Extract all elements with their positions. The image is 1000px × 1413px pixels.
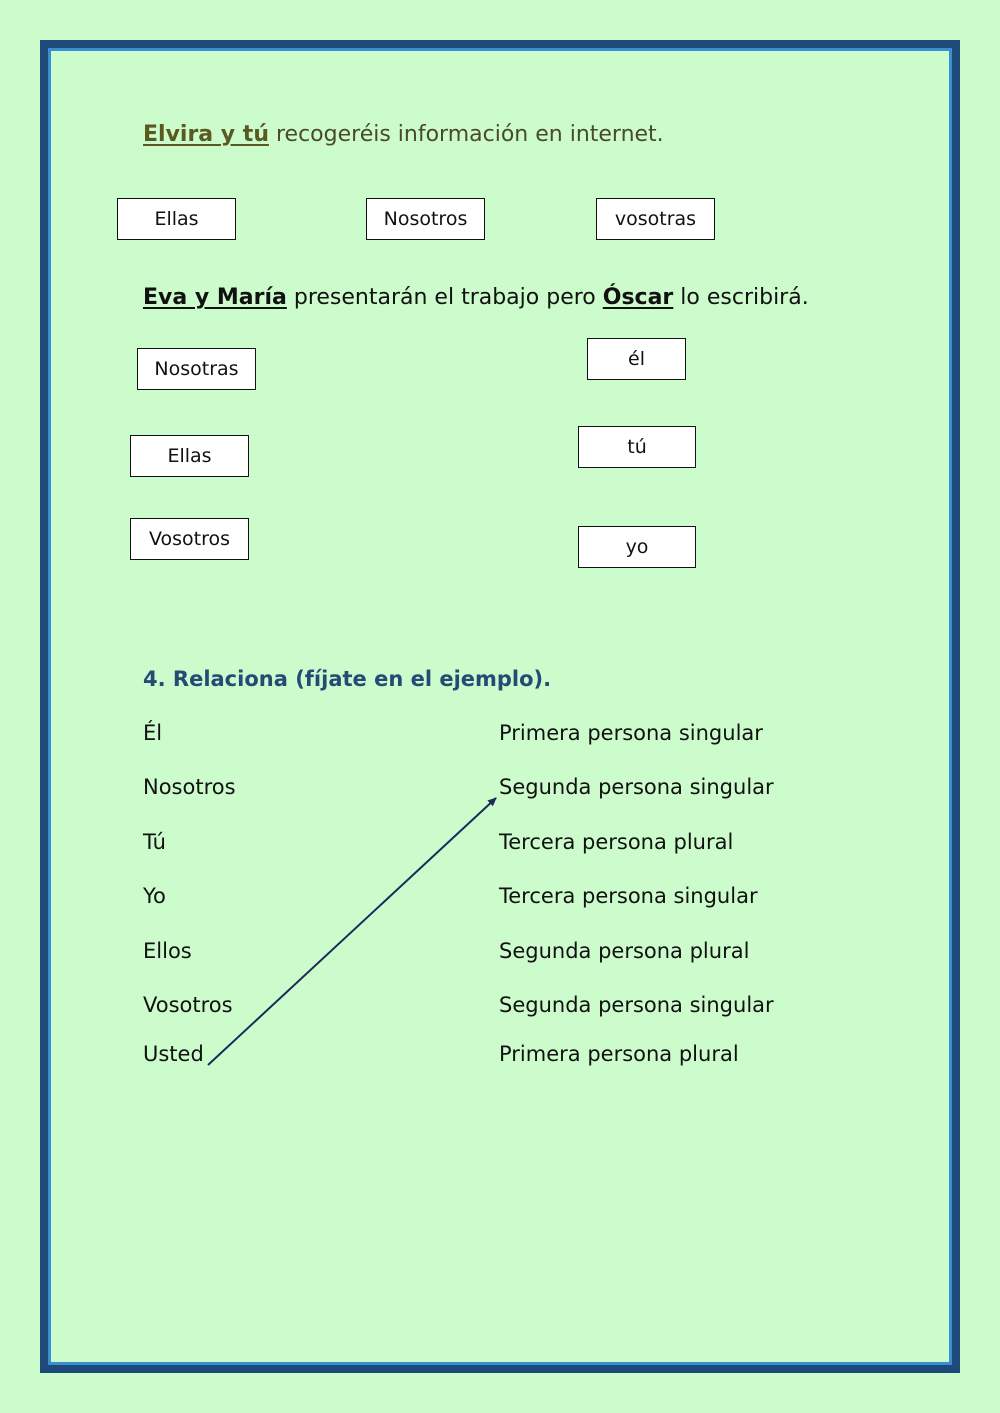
- q1-option-vosotras[interactable]: vosotras: [596, 198, 715, 240]
- match-left-el[interactable]: Él: [143, 721, 163, 745]
- match-right-segunda-plural[interactable]: Segunda persona plural: [499, 939, 750, 963]
- match-right-primera-plural[interactable]: Primera persona plural: [499, 1042, 739, 1066]
- match-right-segunda-singular[interactable]: Segunda persona singular: [499, 775, 774, 799]
- match-left-tu[interactable]: Tú: [143, 830, 166, 854]
- q2-option-el[interactable]: él: [587, 338, 686, 380]
- q1-rest: recogeréis información en internet.: [268, 122, 664, 147]
- match-left-ellos[interactable]: Ellos: [143, 939, 192, 963]
- match-right-primera-singular[interactable]: Primera persona singular: [499, 721, 763, 745]
- q2-end: lo escribirá.: [673, 285, 809, 310]
- match-left-yo[interactable]: Yo: [143, 884, 166, 908]
- match-left-usted[interactable]: Usted: [143, 1042, 204, 1066]
- q1-subject: Elvira y tú: [143, 122, 269, 147]
- match-right-segunda-singular-2[interactable]: Segunda persona singular: [499, 993, 774, 1017]
- q2-option-vosotros[interactable]: Vosotros: [130, 518, 249, 560]
- q2-option-ellas[interactable]: Ellas: [130, 435, 249, 477]
- match-right-tercera-plural[interactable]: Tercera persona plural: [499, 830, 734, 854]
- q4-heading: 4. Relaciona (fíjate en el ejemplo).: [143, 667, 552, 691]
- q2-option-yo[interactable]: yo: [578, 526, 696, 568]
- match-right-tercera-singular[interactable]: Tercera persona singular: [499, 884, 758, 908]
- q2-subject-2: Óscar: [602, 285, 674, 310]
- q1-option-ellas[interactable]: Ellas: [117, 198, 236, 240]
- q2-option-nosotras[interactable]: Nosotras: [137, 348, 256, 390]
- match-left-nosotros[interactable]: Nosotros: [143, 775, 236, 799]
- q2-middle: presentarán el trabajo pero: [286, 285, 603, 310]
- match-left-vosotros[interactable]: Vosotros: [143, 993, 233, 1017]
- q2-subject-1: Eva y María: [143, 285, 287, 310]
- q1-option-nosotros[interactable]: Nosotros: [366, 198, 485, 240]
- q2-option-tu[interactable]: tú: [578, 426, 696, 468]
